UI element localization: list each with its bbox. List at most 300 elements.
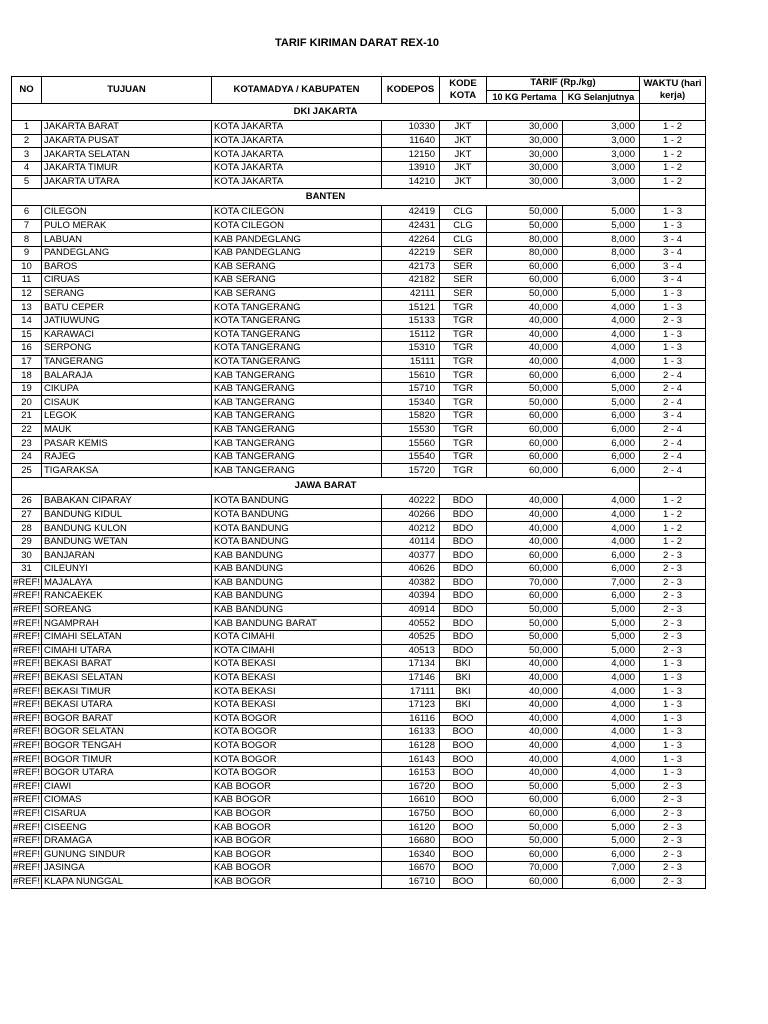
cell-tarif-next: 6,000 [563,274,640,288]
cell-kode-kota: BOO [440,766,487,780]
cell-kota: KAB TANGERANG [212,382,382,396]
cell-waktu: 2 - 3 [640,590,706,604]
cell-tujuan: TIGARAKSA [42,464,212,478]
cell-tarif-next: 3,000 [563,175,640,189]
cell-no: #REF! [13,712,40,724]
cell-kota: KOTA BOGOR [212,753,382,767]
cell-tujuan: JAKARTA TIMUR [42,161,212,175]
cell-tujuan: CISARUA [42,807,212,821]
cell-kota: KOTA BANDUNG [212,508,382,522]
cell-tarif-next: 5,000 [563,617,640,631]
cell-kode-kota: BDO [440,617,487,631]
cell-tarif-first: 50,000 [487,287,563,301]
cell-kodepos: 40513 [382,644,440,658]
cell-waktu: 1 - 3 [640,206,706,220]
header-no: NO [12,77,42,104]
table-row [12,834,706,848]
table-row [12,410,706,424]
table-row [12,535,706,549]
cell-tarif-next: 4,000 [563,658,640,672]
cell-kota: KAB PANDEGLANG [212,246,382,260]
table-row [12,848,706,862]
cell-kodepos: 40222 [382,495,440,509]
cell-kodepos: 15310 [382,342,440,356]
table-row [12,630,706,644]
table-row [12,161,706,175]
cell-waktu: 2 - 4 [640,396,706,410]
cell-tujuan: JAKARTA SELATAN [42,148,212,162]
cell-kota: KAB SERANG [212,274,382,288]
cell-kode-kota: BOO [440,862,487,876]
header-kodepos: KODEPOS [382,77,440,104]
header-first-10kg: 10 KG Pertama [487,90,563,104]
header-waktu: WAKTU (hari kerja) [640,77,706,104]
cell-tarif-first: 40,000 [487,508,563,522]
cell-kode-kota: CLG [440,206,487,220]
cell-kode-kota: BOO [440,821,487,835]
cell-kode-kota: BOO [440,780,487,794]
cell-tarif-first: 60,000 [487,563,563,577]
cell-no: #REF! [13,604,40,616]
cell-tarif-next: 6,000 [563,260,640,274]
cell-kode-kota: TGR [440,450,487,464]
cell-kota: KAB BOGOR [212,834,382,848]
tariff-table [11,76,706,889]
table-row [12,617,706,631]
cell-tarif-next: 4,000 [563,698,640,712]
table-row [12,423,706,437]
cell-no: #REF! [13,807,40,819]
cell-tarif-next: 3,000 [563,161,640,175]
cell-tarif-first: 60,000 [487,410,563,424]
cell-waktu: 1 - 3 [640,658,706,672]
cell-no: 2 [12,134,42,148]
cell-waktu: 1 - 2 [640,161,706,175]
cell-tarif-first: 40,000 [487,355,563,369]
cell-tarif-next: 5,000 [563,834,640,848]
cell-kota: KAB BANDUNG [212,590,382,604]
cell-waktu: 1 - 2 [640,148,706,162]
section-row [12,104,706,121]
cell-kode-kota: BKI [440,698,487,712]
cell-kodepos: 42111 [382,287,440,301]
table-row [12,712,706,726]
cell-tujuan: DRAMAGA [42,834,212,848]
table-row [12,766,706,780]
cell-waktu: 3 - 4 [640,260,706,274]
table-row [12,658,706,672]
cell-waktu: 1 - 3 [640,287,706,301]
cell-waktu: 1 - 3 [640,698,706,712]
cell-no: 1 [12,121,42,135]
table-row [12,590,706,604]
cell-no: 19 [12,382,42,396]
cell-waktu: 3 - 4 [640,410,706,424]
cell-waktu: 1 - 2 [640,175,706,189]
cell-kodepos: 10330 [382,121,440,135]
cell-waktu: 1 - 2 [640,535,706,549]
cell-tarif-next: 4,000 [563,671,640,685]
table-row [12,328,706,342]
cell-kota: KOTA BEKASI [212,698,382,712]
cell-tarif-first: 50,000 [487,780,563,794]
cell-kodepos: 16153 [382,766,440,780]
cell-tarif-next: 5,000 [563,780,640,794]
cell-no: #REF! [13,862,40,874]
cell-tarif-next: 6,000 [563,563,640,577]
cell-kodepos: 42182 [382,274,440,288]
cell-tujuan: BAROS [42,260,212,274]
cell-kode-kota: CLG [440,233,487,247]
cell-tarif-first: 40,000 [487,522,563,536]
table-row [12,148,706,162]
cell-tarif-first: 50,000 [487,644,563,658]
cell-kota: KOTA TANGERANG [212,328,382,342]
cell-tujuan: SOREANG [42,603,212,617]
cell-tarif-next: 5,000 [563,382,640,396]
cell-waktu: 2 - 3 [640,603,706,617]
table-row [12,301,706,315]
cell-no: 31 [12,563,42,577]
cell-kodepos: 17146 [382,671,440,685]
cell-kodepos: 15540 [382,450,440,464]
cell-no: 13 [12,301,42,315]
header-tarif: TARIF (Rp./kg) [487,77,640,91]
cell-waktu: 1 - 2 [640,121,706,135]
cell-kota: KAB BOGOR [212,875,382,889]
cell-waktu: 2 - 3 [640,834,706,848]
cell-waktu: 1 - 3 [640,328,706,342]
table-row [12,603,706,617]
cell-no: #REF! [13,726,40,738]
cell-kode-kota: JKT [440,121,487,135]
cell-no: 27 [12,508,42,522]
cell-no: #REF! [13,835,40,847]
section-title: DKI JAKARTA [12,104,640,121]
cell-no: 18 [12,369,42,383]
cell-kota: KOTA JAKARTA [212,134,382,148]
cell-tujuan: LEGOK [42,410,212,424]
cell-tarif-first: 60,000 [487,274,563,288]
cell-tarif-first: 60,000 [487,369,563,383]
cell-no: 17 [12,355,42,369]
cell-kode-kota: JKT [440,175,487,189]
cell-tujuan: BOGOR UTARA [42,766,212,780]
table-row [12,206,706,220]
cell-tarif-first: 40,000 [487,314,563,328]
cell-waktu: 1 - 3 [640,712,706,726]
cell-tarif-first: 40,000 [487,698,563,712]
cell-tarif-first: 40,000 [487,712,563,726]
table-row [12,355,706,369]
cell-tujuan: SERANG [42,287,212,301]
cell-kode-kota: SER [440,287,487,301]
cell-tujuan: BANDUNG WETAN [42,535,212,549]
cell-waktu: 1 - 3 [640,342,706,356]
cell-tarif-next: 6,000 [563,549,640,563]
cell-waktu: 1 - 3 [640,726,706,740]
cell-tarif-first: 60,000 [487,464,563,478]
cell-kodepos: 16143 [382,753,440,767]
cell-waktu: 2 - 3 [640,821,706,835]
cell-tarif-first: 60,000 [487,590,563,604]
cell-tujuan: PULO MERAK [42,219,212,233]
cell-kode-kota: TGR [440,410,487,424]
cell-no: #REF! [13,644,40,656]
cell-kota: KAB BOGOR [212,807,382,821]
cell-kota: KOTA TANGERANG [212,342,382,356]
cell-waktu: 1 - 2 [640,522,706,536]
table-row [12,726,706,740]
cell-waktu: 2 - 3 [640,314,706,328]
cell-no: 24 [12,450,42,464]
cell-kota: KOTA JAKARTA [212,121,382,135]
cell-tarif-next: 3,000 [563,148,640,162]
cell-tarif-next: 6,000 [563,875,640,889]
cell-tarif-first: 60,000 [487,423,563,437]
table-row [12,437,706,451]
cell-kodepos: 15560 [382,437,440,451]
cell-tarif-next: 6,000 [563,794,640,808]
table-row [12,576,706,590]
cell-kodepos: 15710 [382,382,440,396]
cell-tujuan: JAKARTA PUSAT [42,134,212,148]
table-row [12,382,706,396]
cell-kodepos: 16340 [382,848,440,862]
cell-tarif-next: 4,000 [563,535,640,549]
cell-kode-kota: TGR [440,382,487,396]
cell-kota: KOTA BOGOR [212,739,382,753]
cell-tarif-next: 5,000 [563,287,640,301]
cell-kodepos: 13910 [382,161,440,175]
cell-kota: KOTA BANDUNG [212,495,382,509]
cell-tarif-next: 5,000 [563,630,640,644]
cell-kode-kota: SER [440,260,487,274]
cell-kode-kota: BOO [440,712,487,726]
cell-kode-kota: BOO [440,834,487,848]
cell-tarif-first: 40,000 [487,328,563,342]
cell-no: #REF! [13,617,40,629]
table-row [12,739,706,753]
table-row [12,260,706,274]
cell-waktu: 3 - 4 [640,233,706,247]
cell-tarif-next: 4,000 [563,314,640,328]
cell-kode-kota: BOO [440,875,487,889]
cell-kode-kota: BOO [440,726,487,740]
cell-no: #REF! [13,848,40,860]
cell-tarif-first: 40,000 [487,685,563,699]
cell-tarif-first: 30,000 [487,121,563,135]
cell-kode-kota: BOO [440,794,487,808]
table-row [12,246,706,260]
table-row [12,450,706,464]
table-row [12,369,706,383]
cell-kode-kota: BKI [440,658,487,672]
cell-tarif-first: 50,000 [487,603,563,617]
cell-tarif-first: 40,000 [487,753,563,767]
table-row [12,396,706,410]
cell-no: 28 [12,522,42,536]
cell-tujuan: BEKASI UTARA [42,698,212,712]
cell-kode-kota: BDO [440,495,487,509]
cell-kodepos: 15820 [382,410,440,424]
cell-tarif-first: 60,000 [487,437,563,451]
cell-waktu: 1 - 3 [640,219,706,233]
cell-tujuan: PANDEGLANG [42,246,212,260]
cell-no: 29 [12,535,42,549]
cell-tarif-first: 50,000 [487,382,563,396]
table-row [12,464,706,478]
cell-kodepos: 40626 [382,563,440,577]
cell-kode-kota: BDO [440,630,487,644]
cell-kode-kota: BDO [440,603,487,617]
table-body [12,104,706,889]
table-row [12,549,706,563]
cell-tujuan: CIMAHI UTARA [42,644,212,658]
cell-no: #REF! [13,672,40,684]
cell-tarif-first: 50,000 [487,206,563,220]
cell-kode-kota: BDO [440,522,487,536]
cell-waktu: 2 - 3 [640,794,706,808]
table-row [12,644,706,658]
cell-kota: KOTA BANDUNG [212,535,382,549]
cell-tujuan: RANCAEKEK [42,590,212,604]
cell-tarif-first: 40,000 [487,658,563,672]
cell-tujuan: BABAKAN CIPARAY [42,495,212,509]
cell-kota: KOTA JAKARTA [212,175,382,189]
cell-kodepos: 16720 [382,780,440,794]
table-row [12,274,706,288]
cell-tujuan: BEKASI SELATAN [42,671,212,685]
cell-tujuan: KLAPA NUNGGAL [42,875,212,889]
cell-waktu: 3 - 4 [640,274,706,288]
table-row [12,671,706,685]
cell-kodepos: 40552 [382,617,440,631]
cell-no: 12 [12,287,42,301]
cell-kode-kota: BDO [440,576,487,590]
cell-kodepos: 17123 [382,698,440,712]
cell-tarif-next: 4,000 [563,766,640,780]
cell-tarif-next: 4,000 [563,712,640,726]
cell-tarif-first: 40,000 [487,535,563,549]
table-row [12,780,706,794]
header-next-kg: KG Selanjutnya [563,90,640,104]
cell-kota: KOTA TANGERANG [212,355,382,369]
cell-kode-kota: SER [440,274,487,288]
cell-kota: KOTA JAKARTA [212,161,382,175]
cell-kodepos: 42264 [382,233,440,247]
cell-tarif-first: 50,000 [487,834,563,848]
cell-kota: KOTA BANDUNG [212,522,382,536]
cell-waktu: 2 - 3 [640,617,706,631]
cell-no: 4 [12,161,42,175]
cell-tujuan: SERPONG [42,342,212,356]
table-row [12,685,706,699]
cell-tujuan: BANJARAN [42,549,212,563]
cell-kodepos: 40114 [382,535,440,549]
section-blank-cell [640,189,706,206]
table-row [12,314,706,328]
cell-kota: KOTA BEKASI [212,658,382,672]
cell-kota: KOTA CILEGON [212,206,382,220]
cell-tujuan: BOGOR TENGAH [42,739,212,753]
cell-tarif-first: 30,000 [487,175,563,189]
cell-tarif-next: 6,000 [563,423,640,437]
cell-tujuan: BEKASI TIMUR [42,685,212,699]
cell-kode-kota: SER [440,246,487,260]
cell-tarif-first: 30,000 [487,161,563,175]
cell-tarif-next: 4,000 [563,355,640,369]
cell-tarif-first: 30,000 [487,148,563,162]
cell-tarif-next: 4,000 [563,328,640,342]
cell-kode-kota: BDO [440,535,487,549]
cell-kodepos: 16128 [382,739,440,753]
cell-tarif-first: 60,000 [487,260,563,274]
cell-kode-kota: BDO [440,549,487,563]
cell-kodepos: 40377 [382,549,440,563]
cell-no: 20 [12,396,42,410]
cell-kodepos: 40266 [382,508,440,522]
cell-tarif-next: 3,000 [563,134,640,148]
cell-tarif-next: 4,000 [563,495,640,509]
cell-kota: KAB PANDEGLANG [212,233,382,247]
cell-tarif-next: 6,000 [563,450,640,464]
cell-kodepos: 42419 [382,206,440,220]
cell-no: 16 [12,342,42,356]
cell-tujuan: LABUAN [42,233,212,247]
cell-kodepos: 40525 [382,630,440,644]
cell-tujuan: KARAWACI [42,328,212,342]
cell-kodepos: 15610 [382,369,440,383]
cell-kota: KAB BOGOR [212,794,382,808]
cell-kode-kota: BOO [440,753,487,767]
cell-no: 6 [12,206,42,220]
cell-kode-kota: JKT [440,134,487,148]
cell-kodepos: 16750 [382,807,440,821]
cell-tarif-next: 4,000 [563,522,640,536]
table-row [12,121,706,135]
cell-kota: KAB TANGERANG [212,396,382,410]
cell-kodepos: 14210 [382,175,440,189]
cell-waktu: 1 - 2 [640,495,706,509]
cell-kode-kota: BOO [440,739,487,753]
cell-kodepos: 15112 [382,328,440,342]
cell-kota: KAB BANDUNG [212,603,382,617]
cell-kodepos: 15720 [382,464,440,478]
cell-kota: KAB BOGOR [212,862,382,876]
cell-tujuan: JATIUWUNG [42,314,212,328]
cell-tarif-next: 6,000 [563,437,640,451]
cell-no: 21 [12,410,42,424]
header-row [12,77,706,91]
cell-no: 3 [12,148,42,162]
cell-tujuan: MAJALAYA [42,576,212,590]
cell-no: 14 [12,314,42,328]
cell-no: 5 [12,175,42,189]
cell-kode-kota: TGR [440,369,487,383]
cell-tarif-first: 40,000 [487,301,563,315]
cell-kota: KAB TANGERANG [212,450,382,464]
cell-tujuan: CILEUNYI [42,563,212,577]
cell-tujuan: GUNUNG SINDUR [42,848,212,862]
cell-no: 26 [12,495,42,509]
table-row [12,134,706,148]
cell-tujuan: CIRUAS [42,274,212,288]
cell-tarif-next: 4,000 [563,342,640,356]
cell-tujuan: CIKUPA [42,382,212,396]
cell-waktu: 2 - 4 [640,382,706,396]
table-row [12,508,706,522]
